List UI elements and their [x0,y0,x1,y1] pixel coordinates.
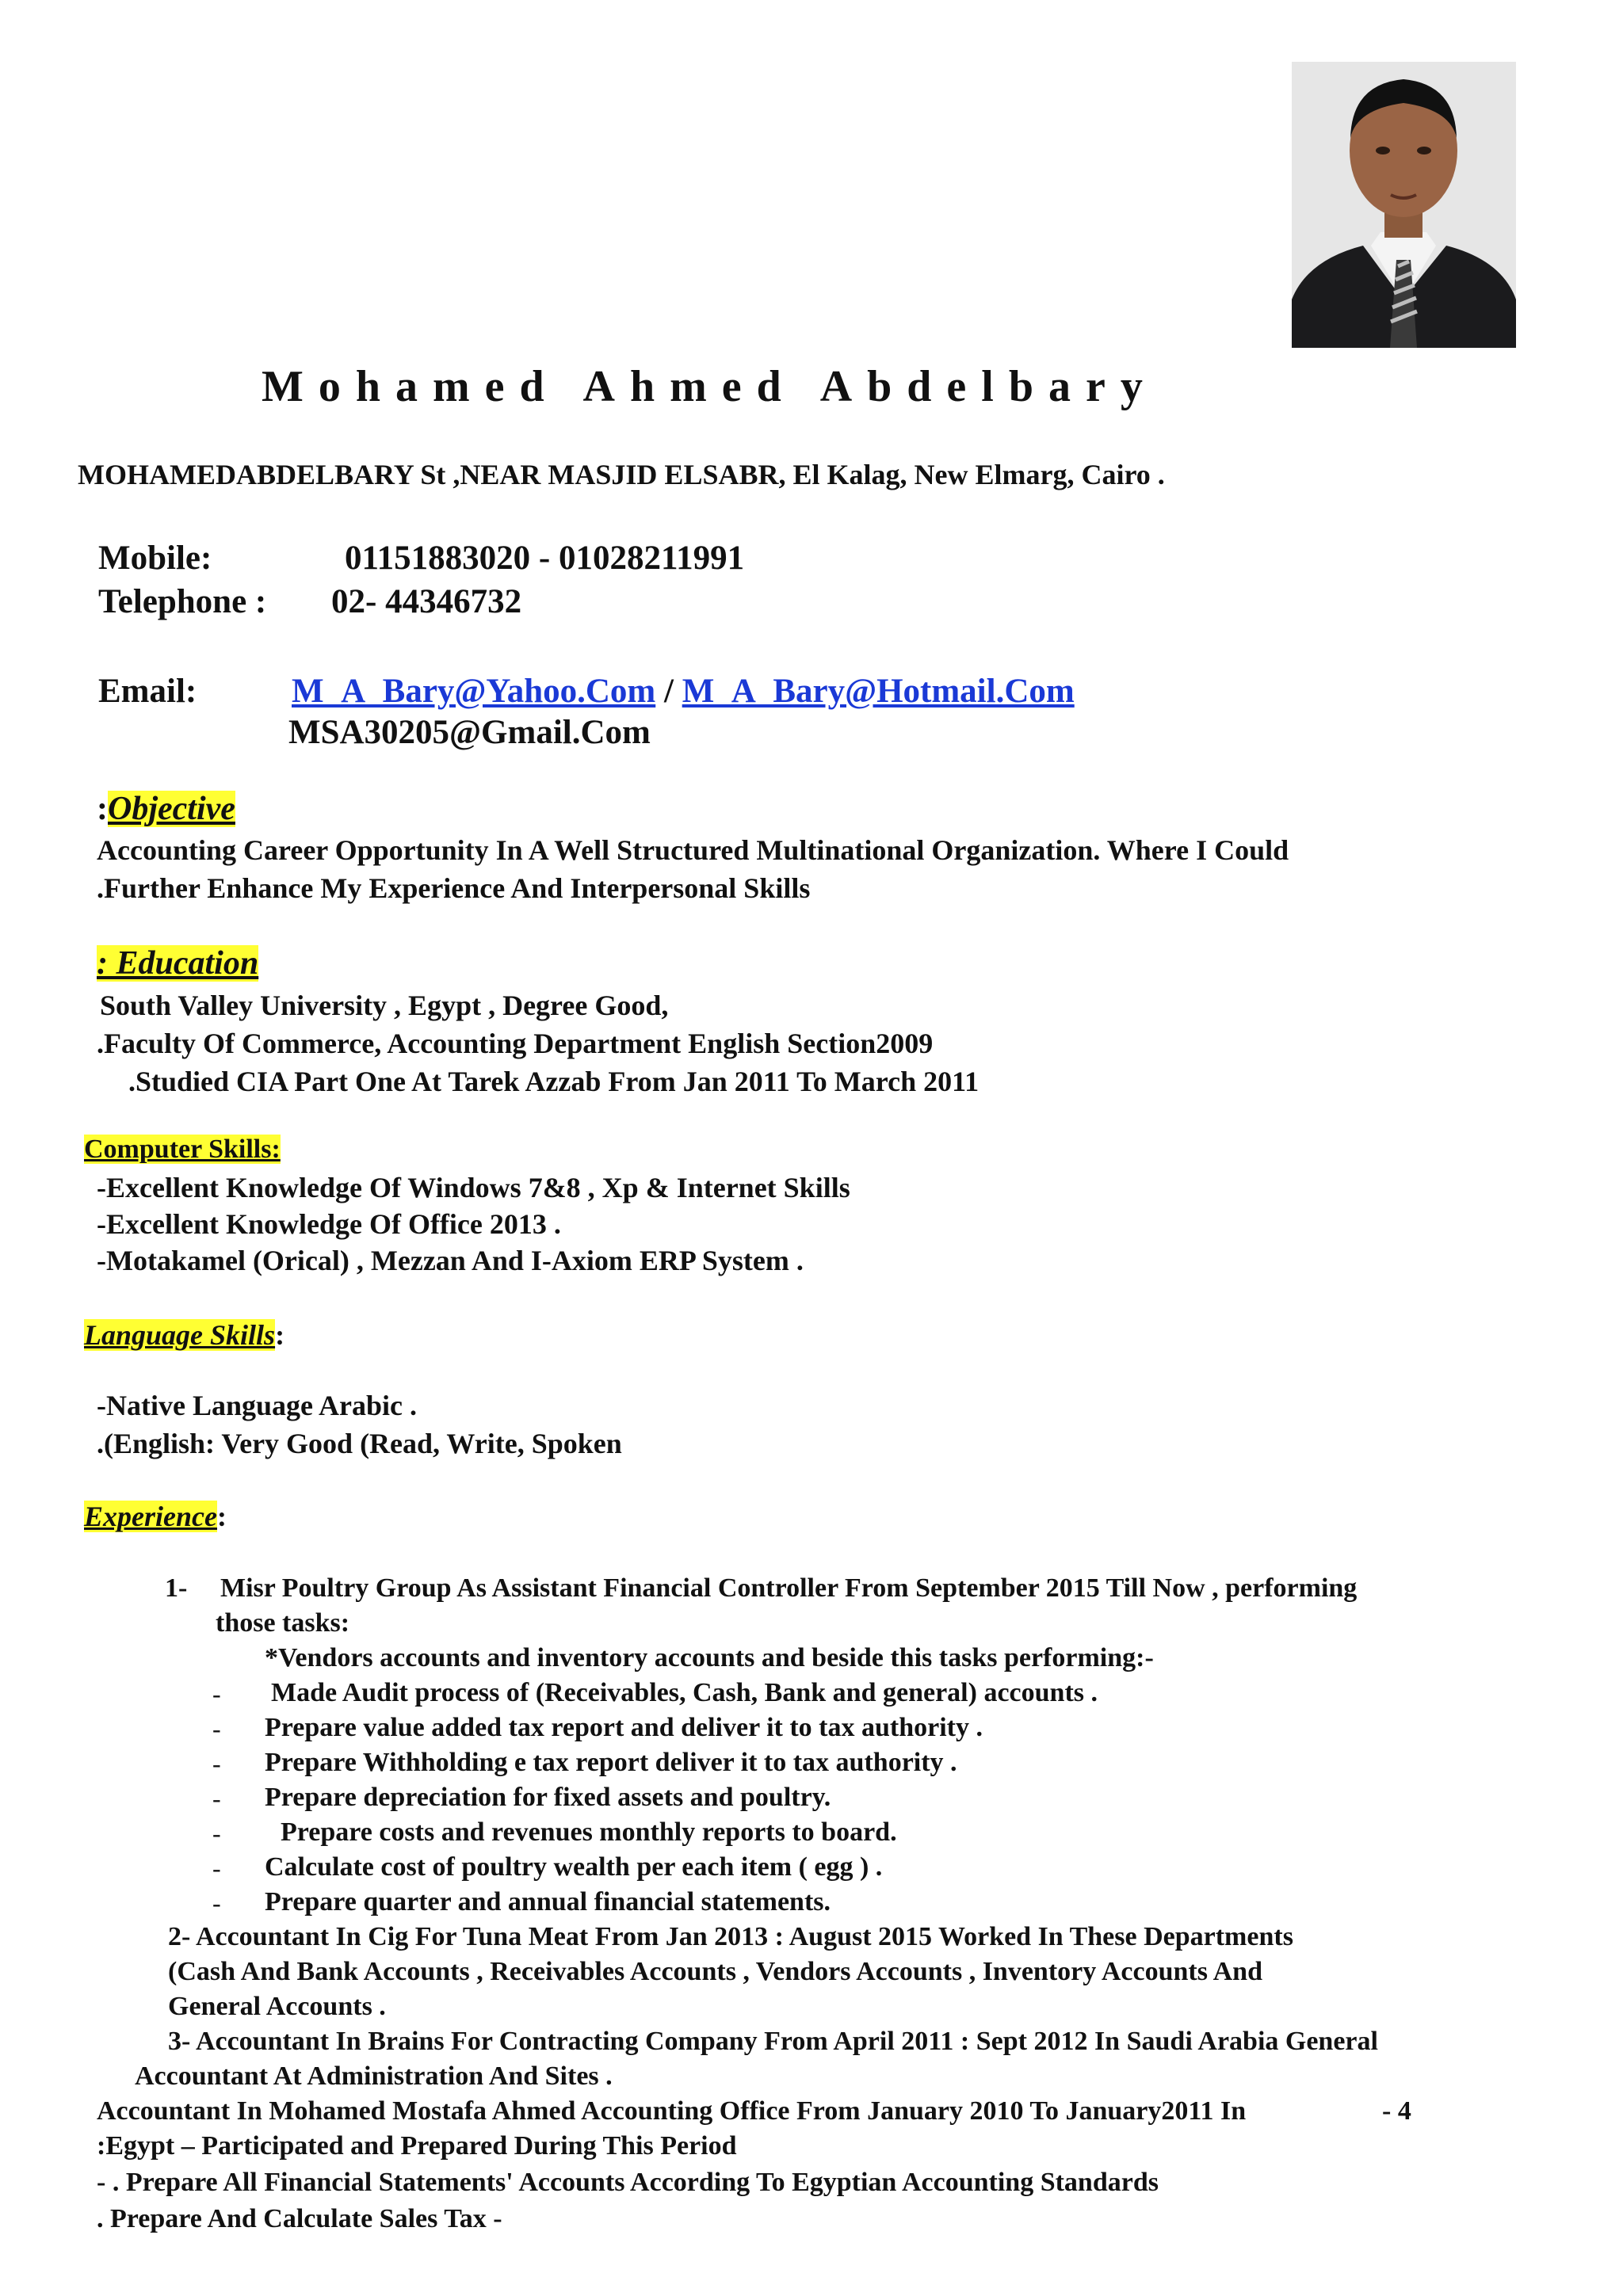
job1-task: Prepare costs and revenues monthly reports to board. [281,1817,897,1847]
language-skills-title: Language Skills [84,1319,276,1351]
email-label: Email: [98,673,197,710]
education-line-3: .Studied CIA Part One At Tarek Azzab From Jan 2011 To March 2011 [128,1066,980,1097]
bullet-dash: - [212,1819,221,1848]
job1-title-cont: those tasks: [216,1608,350,1638]
job1-task: Prepare depreciation for fixed assets and poultry. [265,1783,831,1812]
bullet-dash: - [212,1714,221,1743]
language-item: -Native Language Arabic . [97,1390,417,1421]
bullet-dash: - [212,1854,221,1882]
experience-title: Experience [84,1501,217,1532]
job4-item: - . Prepare All Financial Statements' Accounts According To Egyptian Accounting Standards [97,2168,1159,2197]
education-title: : Education [97,945,259,982]
bullet-dash: - [212,1680,221,1708]
telephone-label: Telephone : [98,583,267,620]
job2-line-3: General Accounts . [168,1992,386,2021]
objective-title: Objective [108,791,235,827]
telephone-value: 02- 44346732 [331,583,522,620]
language-skills-heading [84,1318,285,1352]
language-skills-suffix: : [275,1319,285,1351]
computer-skills-title: Computer Skills: [84,1135,281,1164]
job1-intro: *Vendors accounts and inventory accounts and beside this tasks performing:- [265,1643,1154,1672]
portrait-image [1292,62,1516,348]
job1-number: 1- [165,1573,188,1603]
education-prefix: : [97,945,116,982]
computer-skill-item: -Motakamel (Orical) , Mezzan And I-Axiom ERP System . [97,1245,804,1276]
education-heading [97,944,258,982]
job1-task: Prepare quarter and annual financial statements. [265,1887,831,1917]
job1-title: Misr Poultry Group As Assistant Financial Controller From September 2015 Till Now , performing [220,1573,1358,1603]
experience-suffix: : [216,1501,227,1532]
job4-item: . Prepare And Calculate Sales Tax - [97,2204,502,2233]
email-yahoo-link[interactable]: M_A_Bary@Yahoo.Com [292,673,656,710]
language-item: .(English: Very Good (Read, Write, Spoken [97,1428,622,1459]
job4-number: - 4 [1382,2096,1411,2126]
objective-prefix: : [97,791,108,827]
computer-skills-heading [84,1135,281,1165]
objective-line-2: .Further Enhance My Experience And Interpersonal Skills [97,872,811,904]
job4-line-2: :Egypt – Participated and Prepared During This Period [97,2131,737,2161]
job1-task: Prepare value added tax report and deliver it to tax authority . [265,1713,983,1742]
job1-task: Made Audit process of (Receivables, Cash, Bank and general) accounts . [271,1678,1098,1707]
job3-line-1: 3- Accountant In Brains For Contracting Company From April 2011 : Sept 2012 In Saudi Arabia General [168,2027,1378,2056]
bullet-dash: - [212,1889,221,1917]
candidate-name: Mohamed Ahmed Abdelbary [262,362,1158,411]
education-line-2: .Faculty Of Commerce, Accounting Department English Section2009 [97,1028,934,1059]
job2-line-1: 2- Accountant In Cig For Tuna Meat From Jan 2013 : August 2015 Worked In These Departments [168,1922,1293,1951]
computer-skill-item: -Excellent Knowledge Of Windows 7&8 , Xp & Internet Skills [97,1172,850,1203]
address: MOHAMEDABDELBARY St ,NEAR MASJID ELSABR, El Kalag, New Elmarg, Cairo . [78,459,1165,490]
objective-line-1: Accounting Career Opportunity In A Well Structured Multinational Organization. Where I Could [97,834,1289,866]
job4-line-1: Accountant In Mohamed Mostafa Ahmed Accounting Office From January 2010 To January2011 In [97,2096,1247,2126]
education-line-1: South Valley University , Egypt , Degree Good, [100,990,669,1021]
objective-heading [97,790,235,828]
mobile-value: 01151883020 - 01028211991 [345,540,745,577]
email-hotmail-link[interactable]: M_A_Bary@Hotmail.Com [682,673,1075,710]
job2-line-2: (Cash And Bank Accounts , Receivables Accounts , Vendors Accounts , Inventory Accounts And [168,1957,1262,1986]
mobile-label: Mobile: [98,540,212,577]
bullet-dash: - [212,1749,221,1778]
computer-skill-item: -Excellent Knowledge Of Office 2013 . [97,1208,561,1240]
profile-photo [1292,62,1516,348]
bullet-dash: - [212,1784,221,1813]
email-gmail: MSA30205@Gmail.Com [288,714,651,751]
job3-line-2: Accountant At Administration And Sites . [135,2061,613,2091]
email-separator: / [663,673,674,710]
job1-task: Calculate cost of poultry wealth per each item ( egg ) . [265,1852,883,1882]
experience-heading [84,1500,227,1533]
job1-task: Prepare Withholding e tax report deliver it to tax authority . [265,1748,957,1777]
